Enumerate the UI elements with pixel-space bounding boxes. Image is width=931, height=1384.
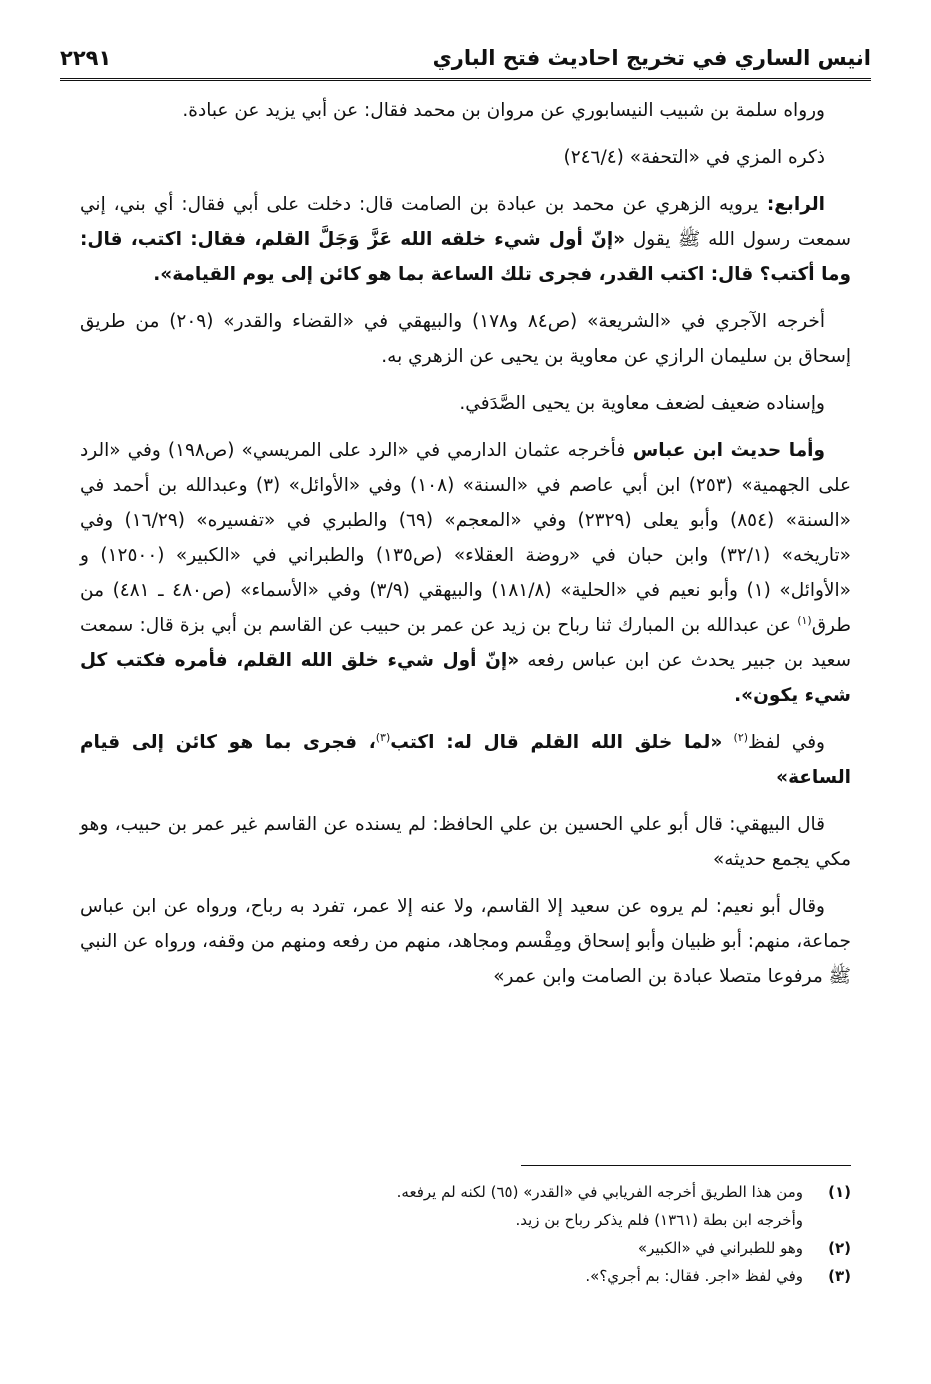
footnote-divider (521, 1165, 851, 1166)
footnote-ref: (٣) (375, 730, 391, 744)
text-segment: وإسناده ضعيف لضعف معاوية بن يحيى الصَّدَفي. (459, 393, 825, 414)
text-segment: الرابع: (758, 194, 825, 215)
paragraph (80, 725, 851, 795)
text-segment (722, 732, 733, 753)
footnote-text: وفي لفظ «اجر. فقال: بم أجري؟». (585, 1267, 803, 1285)
text-segment: وفي لفظ (748, 732, 825, 753)
footnote-continuation: وأخرجه ابن بطة (١٣٦١) فلم يذكر رباح بن زيد. (515, 1211, 803, 1229)
text-segment: أخرجه الآجري في «الشريعة» (ص٨٤ و١٧٨) والبيهقي في «القضاء والقدر» (٢٠٩) من طريق إسحاق بن سليمان الرازي عن معاوية بن يحيى عن الزهري به. (80, 311, 851, 367)
text-segment: ذكره المزي في «التحفة» (٢٤٦/٤) (563, 147, 825, 168)
paragraph (80, 386, 851, 421)
paragraph (80, 140, 851, 175)
text-segment: ، فجرى بما هو كائن إلى قيام الساعة» (80, 732, 851, 788)
main-text (80, 93, 851, 1006)
footnote (80, 1262, 851, 1290)
footnote-number: (١) (828, 1183, 851, 1201)
footnotes (80, 1178, 851, 1290)
text-segment: «إنّ أول شيء خلقه الله عَزَّ وَجَلَّ القلم، فقال: اكتب، قال: وما أكتب؟ قال: اكتب القدر، فجرى تلك الساعة بما هو كائن إلى يوم القيامة». (80, 229, 851, 285)
page-header (60, 38, 871, 81)
footnote (80, 1234, 851, 1262)
text-segment: «إنّ أول شيء خلق الله القلم، فأمره فكتب كل شيء يكون». (80, 650, 851, 706)
paragraph (80, 433, 851, 713)
text-segment: وأما حديث ابن عباس (625, 440, 825, 461)
paragraph (80, 304, 851, 374)
paragraph (80, 93, 851, 128)
text-segment: يرويه الزهري عن محمد بن عبادة بن الصامت قال: دخلت على أبي فقال: أي بني، إني سمعت رسول الله ﷺ يقول (80, 194, 851, 250)
text-segment: ورواه سلمة بن شبيب النيسابوري عن مروان بن محمد فقال: عن أبي يزيد عن عبادة. (182, 100, 825, 121)
page-number: ٢٢٩١ (60, 46, 112, 70)
footnote-ref: (١) (797, 613, 812, 627)
text-segment: فأخرجه عثمان الدارمي في «الرد على المريسي» (ص١٩٨) وفي «الرد على الجهمية» (٢٥٣) ابن أبي عاصم في «السنة» (١٠٨) وفي «الأوائل» (٣) وعبدالله بن أحمد في «السنة» (٨٥٤) وأبو يعلى (٢٣٢٩) وفي «المعجم» (٦٩) والطبري في «تفسيره» (١٦/٢٩) وفي «تاريخه» (٣٢/١) وابن حبان في «روضة العقلاء» (ص١٣٥) والطبراني في «الكبير» (١٢٥٠٠) و «الأوائل» (١) وأبو نعيم في «الحلية» (١٨١/٨) والبيهقي (٣/٩) وفي «الأسماء» (ص٤٨٠ ـ ٤٨١) من طرق (80, 440, 851, 636)
footnote-text: وهو للطبراني في «الكبير» (637, 1239, 803, 1257)
footnote-ref: (٢) (733, 730, 749, 744)
paragraph (80, 807, 851, 877)
text-segment: «لما خلق الله القلم قال له: اكتب (390, 732, 723, 753)
footnote-text: ومن هذا الطريق أخرجه الفريابي في «القدر» (٦٥) لكنه لم يرفعه. (396, 1183, 803, 1201)
running-title: انيس الساري في تخريج احاديث فتح الباري (432, 46, 871, 70)
footnote (80, 1178, 851, 1206)
text-segment: عن عبدالله بن المبارك ثنا رباح بن زيد عن عمر بن حبيب عن القاسم بن أبي بزة قال: سمعت سعيد بن جبير يحدث عن ابن عباس رفعه (80, 615, 851, 671)
paragraph (80, 187, 851, 292)
paragraph (80, 889, 851, 994)
text-segment: قال البيهقي: قال أبو علي الحسين بن علي الحافظ: لم يسنده عن القاسم غير عمر بن حبيب، وهو مكي يجمع حديثه» (80, 814, 851, 870)
footnote-number: (٢) (828, 1239, 851, 1257)
footnote-number: (٣) (828, 1267, 851, 1285)
text-segment: وقال أبو نعيم: لم يروه عن سعيد إلا القاسم، ولا عنه إلا عمر، تفرد به رباح، ورواه عن ابن عباس جماعة، منهم: أبو ظبيان وأبو إسحاق ومِقْسم ومجاهد، منهم من رفعه ومنهم من وقفه، ورواه عن النبي ﷺ مرفوعا متصلا عبادة بن الصامت وابن عمر» (80, 896, 851, 987)
